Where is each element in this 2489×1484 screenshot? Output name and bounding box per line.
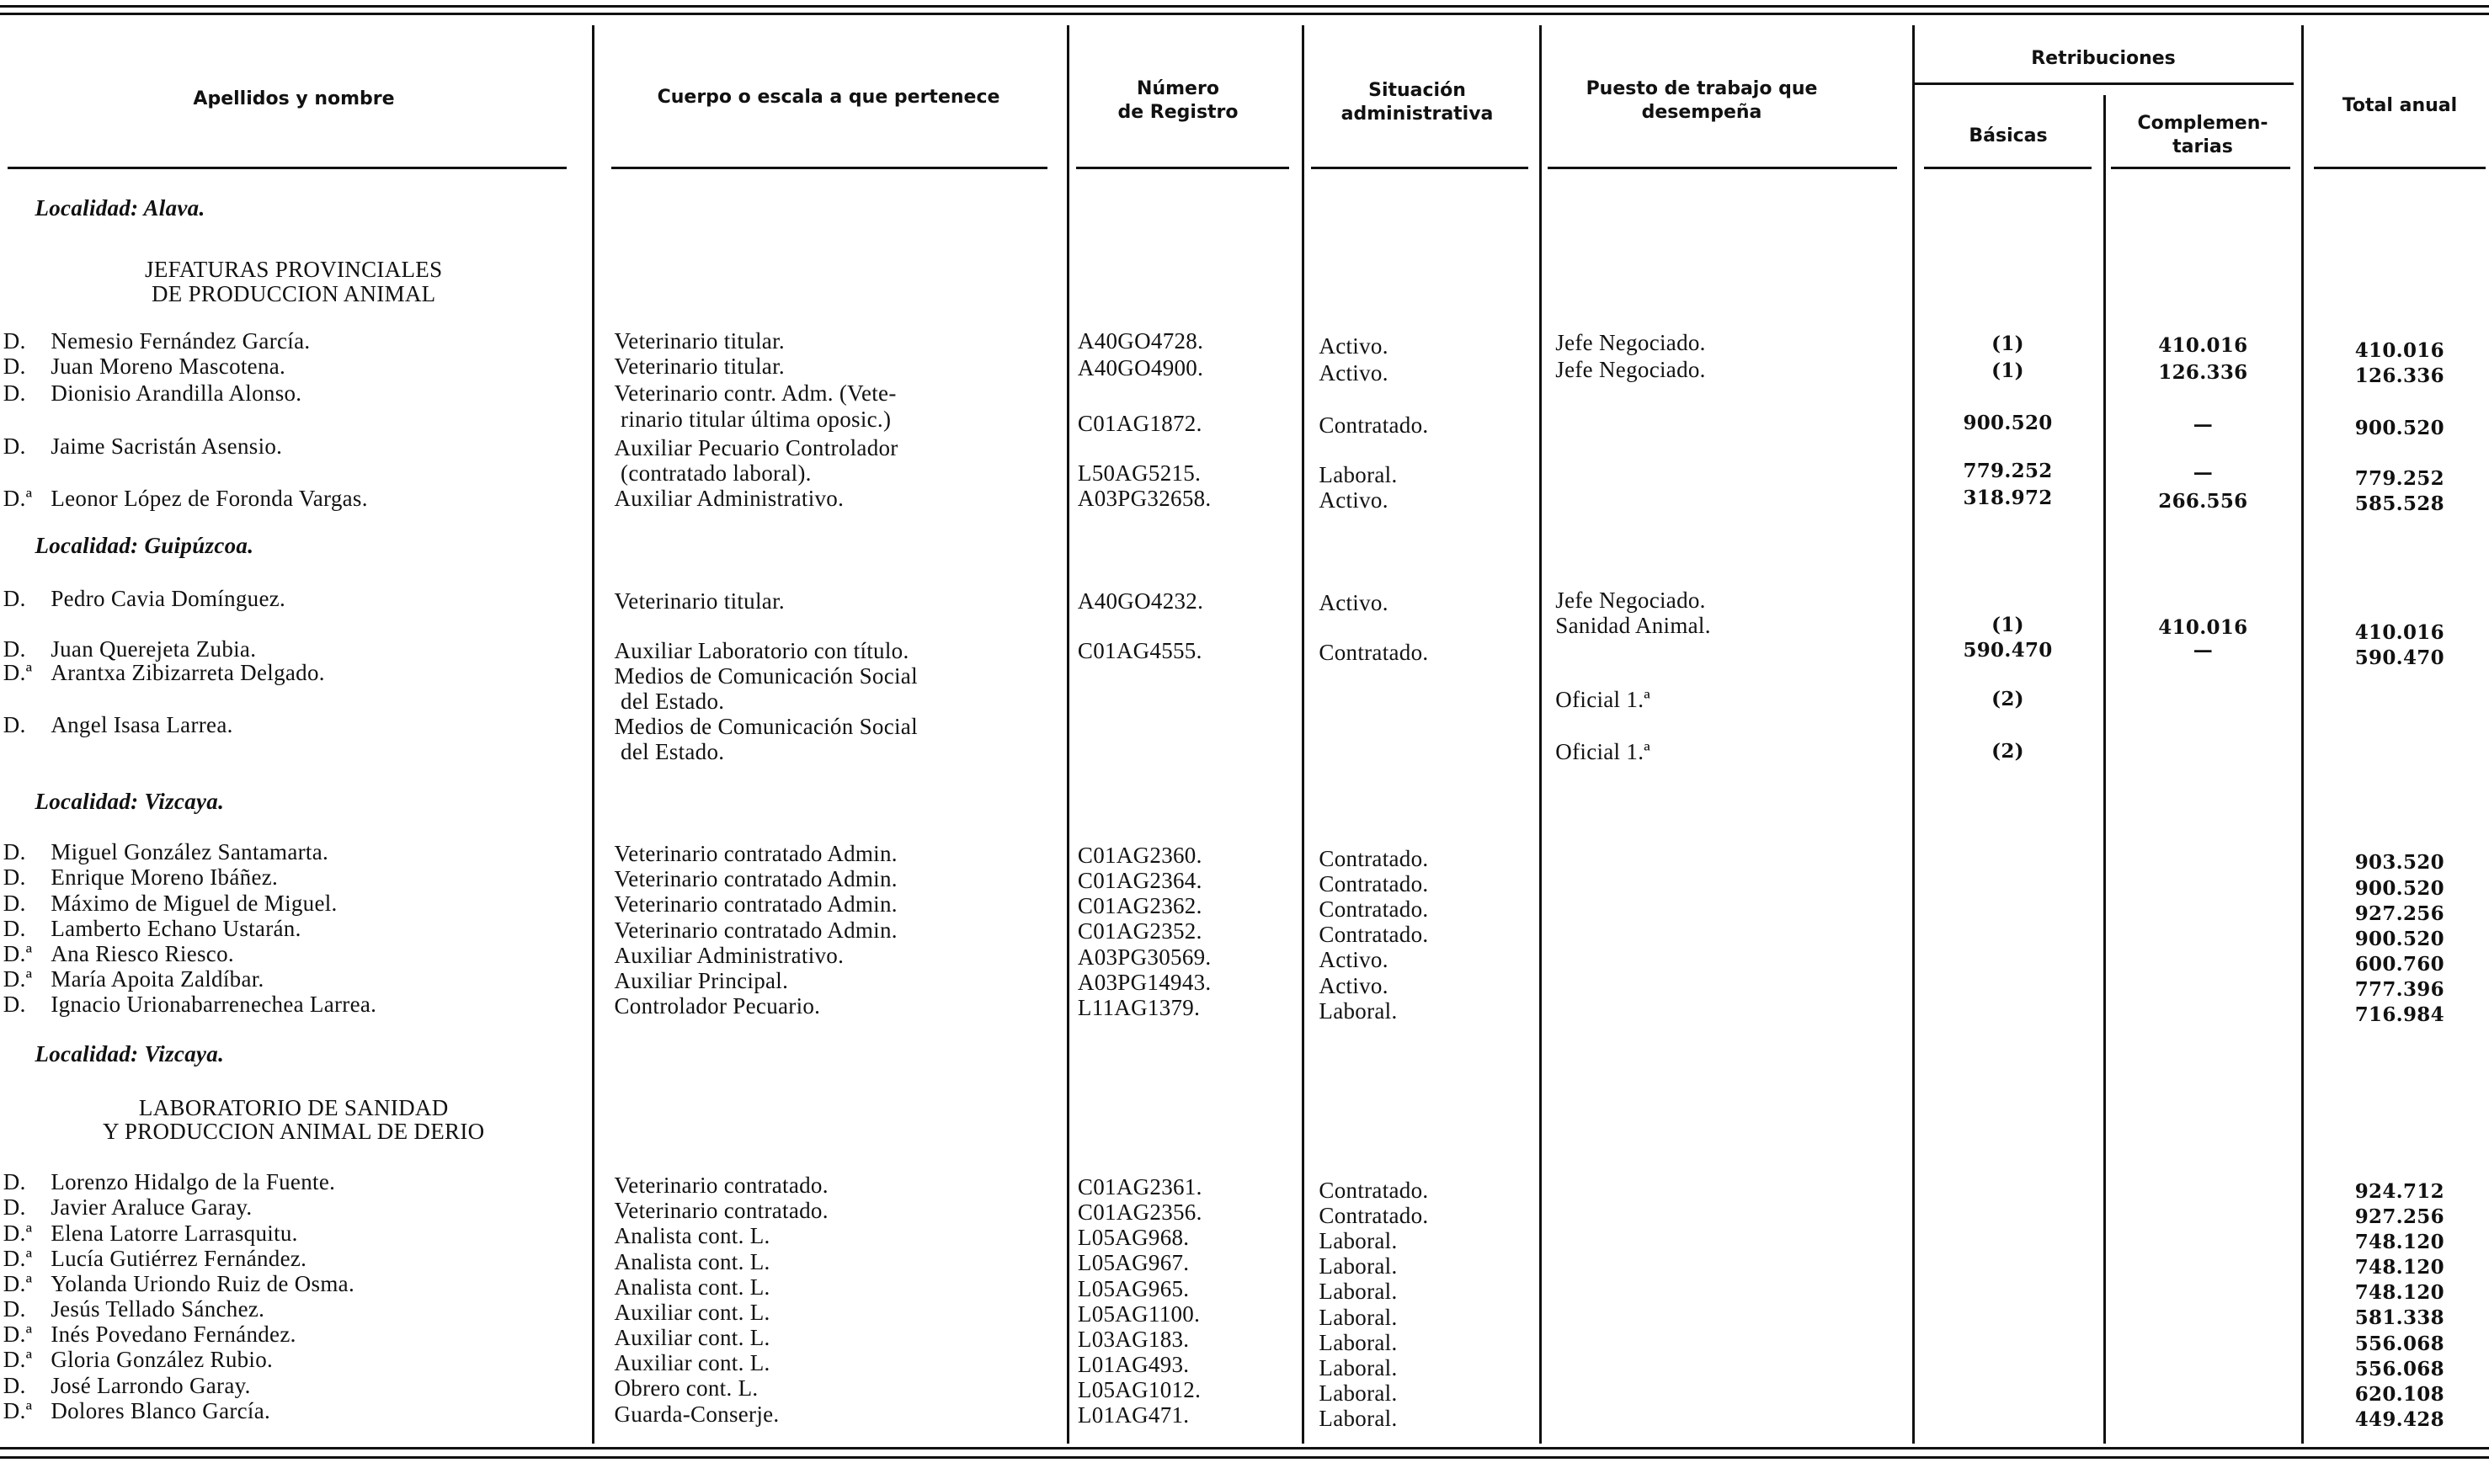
- cuerpo-escala: Veterinario contr. Adm. (Vete-: [614, 380, 897, 407]
- name-prefix: D.: [3, 380, 26, 407]
- name-prefix: D.: [3, 839, 26, 865]
- top-rule: [0, 13, 2489, 15]
- situacion-administrativa: Activo.: [1319, 947, 1388, 973]
- cuerpo-escala: Veterinario titular.: [614, 354, 785, 380]
- header-complementarias-2: tarias: [2172, 136, 2233, 157]
- employee-name: Jesús Tellado Sánchez.: [51, 1296, 265, 1322]
- name-prefix: D.: [3, 890, 26, 916]
- total-anual: 927.256: [2354, 1205, 2444, 1228]
- situacion-administrativa: Laboral.: [1319, 461, 1398, 487]
- numero-registro: A03PG30569.: [1077, 944, 1212, 970]
- header-underline: [1311, 167, 1528, 169]
- name-prefix: D.: [3, 328, 26, 354]
- numero-registro: L05AG967.: [1077, 1250, 1190, 1276]
- cuerpo-escala: Auxiliar Administrativo.: [614, 942, 845, 968]
- numero-registro: A03PG14943.: [1077, 969, 1212, 995]
- numero-registro: L01AG493.: [1077, 1352, 1190, 1378]
- puesto-trabajo: Sanidad Animal.: [1555, 612, 1711, 638]
- header-name: Apellidos y nombre: [193, 88, 395, 109]
- employee-name: Yolanda Uriondo Ruiz de Osma.: [51, 1270, 354, 1296]
- situacion-administrativa: Activo.: [1319, 972, 1388, 998]
- name-prefix: D.ª: [3, 485, 33, 511]
- employee-name: Lamberto Echano Ustarán.: [51, 915, 301, 941]
- employee-name: Arantxa Zibizarreta Delgado.: [51, 660, 325, 686]
- numero-registro: C01AG4555.: [1077, 637, 1202, 663]
- header-underline: [2111, 167, 2290, 169]
- puesto-trabajo: Oficial 1.ª: [1555, 687, 1651, 713]
- name-prefix: D.: [3, 1296, 26, 1322]
- name-prefix: D.: [3, 1372, 26, 1398]
- header-situacion-1: Situación: [1368, 80, 1466, 101]
- retribuciones-underline: [1912, 82, 2293, 85]
- employee-name: Lucía Gutiérrez Fernández.: [51, 1245, 307, 1271]
- cuerpo-escala: Veterinario contratado Admin.: [614, 891, 898, 918]
- situacion-administrativa: Activo.: [1319, 359, 1388, 386]
- numero-registro: A03PG32658.: [1077, 485, 1212, 511]
- numero-registro: L01AG471.: [1077, 1402, 1190, 1428]
- total-anual: 585.528: [2354, 492, 2444, 516]
- situacion-administrativa: Laboral.: [1319, 1253, 1398, 1279]
- cuerpo-escala: del Estado.: [621, 689, 725, 715]
- cuerpo-escala: Auxiliar Pecuario Controlador: [614, 434, 898, 460]
- numero-registro: C01AG1872.: [1077, 411, 1202, 437]
- name-prefix: D.ª: [3, 966, 33, 992]
- situacion-administrativa: Laboral.: [1319, 1304, 1398, 1330]
- cuerpo-escala: (contratado laboral).: [621, 460, 812, 486]
- organization-heading: Y PRODUCCION ANIMAL DE DERIO: [103, 1119, 485, 1144]
- numero-registro: C01AG2362.: [1077, 893, 1202, 919]
- total-anual: 556.068: [2354, 1357, 2444, 1380]
- employee-name: Juan Querejeta Zubia.: [51, 636, 257, 662]
- total-anual: 556.068: [2354, 1332, 2444, 1355]
- situacion-administrativa: Contratado.: [1319, 639, 1429, 665]
- retribucion-complementaria: 410.016: [2158, 333, 2248, 357]
- column-divider: [592, 25, 594, 1444]
- numero-registro: A40GO4232.: [1077, 588, 1204, 614]
- name-prefix: D.: [3, 915, 26, 941]
- employee-name: Nemesio Fernández García.: [51, 328, 311, 354]
- total-anual: 927.256: [2354, 902, 2444, 925]
- name-prefix: D.: [3, 864, 26, 891]
- name-prefix: D.ª: [3, 1322, 33, 1348]
- locality-heading: Localidad: Alava.: [35, 194, 205, 221]
- employee-name: José Larrondo Garay.: [51, 1372, 251, 1398]
- total-anual: 777.396: [2354, 978, 2444, 1002]
- cuerpo-escala: rinario titular última oposic.): [621, 406, 892, 432]
- name-prefix: D.ª: [3, 1220, 33, 1246]
- total-anual: 620.108: [2354, 1382, 2444, 1406]
- retribucion-complementaria: —: [2193, 413, 2214, 437]
- employee-name: Dionisio Arandilla Alonso.: [51, 380, 302, 407]
- cuerpo-escala: Obrero cont. L.: [614, 1375, 759, 1402]
- cuerpo-escala: Auxiliar cont. L.: [614, 1325, 770, 1351]
- header-situacion-2: administrativa: [1340, 104, 1494, 125]
- locality-heading: Localidad: Vizcaya.: [35, 788, 225, 814]
- retribucion-basica: (2): [1991, 688, 2024, 711]
- employee-name: Dolores Blanco García.: [51, 1397, 271, 1423]
- header-complementarias-1: Complemen-: [2137, 113, 2268, 134]
- cuerpo-escala: Auxiliar cont. L.: [614, 1350, 770, 1376]
- organization-heading: JEFATURAS PROVINCIALES: [145, 257, 443, 283]
- name-prefix: D.ª: [3, 1347, 33, 1373]
- cuerpo-escala: Veterinario titular.: [614, 328, 785, 354]
- numero-registro: A40GO4900.: [1077, 355, 1204, 381]
- name-prefix: D.: [3, 712, 26, 738]
- numero-registro: L50AG5215.: [1077, 460, 1202, 486]
- situacion-administrativa: Laboral.: [1319, 1380, 1398, 1407]
- situacion-administrativa: Contratado.: [1319, 845, 1429, 871]
- retribucion-complementaria: —: [2193, 638, 2214, 662]
- total-anual: 748.120: [2354, 1256, 2444, 1279]
- situacion-administrativa: Contratado.: [1319, 1202, 1429, 1228]
- name-prefix: D.: [3, 636, 26, 662]
- puesto-trabajo: Jefe Negociado.: [1555, 357, 1706, 383]
- locality-heading: Localidad: Vizcaya.: [35, 1040, 225, 1066]
- total-anual: 410.016: [2354, 621, 2444, 645]
- cuerpo-escala: Veterinario contratado Admin.: [614, 866, 898, 892]
- retribucion-complementaria: 410.016: [2158, 616, 2248, 640]
- retribucion-basica: (1): [1991, 613, 2024, 636]
- cuerpo-escala: Veterinario titular.: [614, 588, 785, 614]
- situacion-administrativa: Laboral.: [1319, 997, 1398, 1024]
- total-anual: 410.016: [2354, 338, 2444, 362]
- cuerpo-escala: Analista cont. L.: [614, 1248, 770, 1274]
- header-underline: [1076, 167, 1289, 169]
- total-anual: 903.520: [2354, 851, 2444, 875]
- cuerpo-escala: Analista cont. L.: [614, 1223, 770, 1249]
- employee-name: Elena Latorre Larrasquitu.: [51, 1220, 298, 1246]
- name-prefix: D.: [3, 1194, 26, 1221]
- situacion-administrativa: Laboral.: [1319, 1279, 1398, 1305]
- retribucion-basica: (1): [1991, 359, 2024, 383]
- header-registro-2: de Registro: [1117, 102, 1239, 123]
- bottom-rule: [0, 1456, 2489, 1459]
- total-anual: 900.520: [2354, 416, 2444, 439]
- situacion-administrativa: Activo.: [1319, 487, 1388, 513]
- total-anual: 449.428: [2354, 1408, 2444, 1432]
- puesto-trabajo: Oficial 1.ª: [1555, 739, 1651, 765]
- employee-name: Lorenzo Hidalgo de la Fuente.: [51, 1169, 336, 1195]
- retribucion-basica: (2): [1991, 740, 2024, 763]
- situacion-administrativa: Contratado.: [1319, 870, 1429, 896]
- cuerpo-escala: del Estado.: [621, 739, 725, 765]
- numero-registro: C01AG2360.: [1077, 843, 1202, 868]
- situacion-administrativa: Laboral.: [1319, 1354, 1398, 1380]
- cuerpo-escala: Veterinario contratado.: [614, 1173, 829, 1199]
- puesto-trabajo: Jefe Negociado.: [1555, 330, 1706, 356]
- total-anual: 924.712: [2354, 1179, 2444, 1203]
- cuerpo-escala: Medios de Comunicación Social: [614, 714, 918, 740]
- employee-name: Máximo de Miguel de Miguel.: [51, 890, 338, 916]
- employee-name: Inés Povedano Fernández.: [51, 1322, 296, 1348]
- cuerpo-escala: Auxiliar cont. L.: [614, 1299, 770, 1325]
- cuerpo-escala: Controlador Pecuario.: [614, 993, 821, 1019]
- situacion-administrativa: Laboral.: [1319, 1228, 1398, 1254]
- total-anual: 716.984: [2354, 1003, 2444, 1027]
- situacion-administrativa: Contratado.: [1319, 1177, 1429, 1203]
- situacion-administrativa: Laboral.: [1319, 1406, 1398, 1432]
- column-divider: [1302, 25, 1304, 1444]
- header-puesto-1: Puesto de trabajo que: [1586, 78, 1818, 99]
- retribucion-basica: (1): [1991, 332, 2024, 356]
- top-rule: [0, 5, 2489, 8]
- locality-heading: Localidad: Guipúzcoa.: [35, 533, 254, 559]
- name-prefix: D.: [3, 992, 26, 1018]
- cuerpo-escala: Auxiliar Laboratorio con título.: [614, 637, 909, 663]
- cuerpo-escala: Veterinario contratado.: [614, 1198, 829, 1224]
- numero-registro: L11AG1379.: [1077, 994, 1201, 1020]
- employee-name: Enrique Moreno Ibáñez.: [51, 864, 279, 891]
- name-prefix: D.ª: [3, 1245, 33, 1271]
- employee-name: María Apoita Zaldíbar.: [51, 966, 264, 992]
- cuerpo-escala: Veterinario contratado Admin.: [614, 917, 898, 943]
- retribucion-basica: 318.972: [1963, 486, 2053, 509]
- retribucion-complementaria: 126.336: [2158, 360, 2248, 384]
- bottom-rule: [0, 1447, 2489, 1449]
- header-underline: [8, 167, 567, 169]
- situacion-administrativa: Contratado.: [1319, 896, 1429, 923]
- situacion-administrativa: Contratado.: [1319, 412, 1429, 439]
- column-divider: [1067, 25, 1069, 1444]
- name-prefix: D.: [3, 585, 26, 611]
- header-puesto-2: desempeña: [1641, 102, 1762, 123]
- name-prefix: D.ª: [3, 1270, 33, 1296]
- header-total: Total anual: [2342, 95, 2458, 116]
- column-divider: [2301, 25, 2304, 1444]
- total-anual: 126.336: [2354, 364, 2444, 387]
- header-underline: [2314, 167, 2486, 169]
- header-underline: [611, 167, 1047, 169]
- organization-heading: LABORATORIO DE SANIDAD: [138, 1094, 449, 1120]
- cuerpo-escala: Medios de Comunicación Social: [614, 663, 918, 689]
- total-anual: 900.520: [2354, 927, 2444, 950]
- header-registro-1: Número: [1137, 78, 1219, 99]
- header-cuerpo: Cuerpo o escala a que pertenece: [657, 87, 1000, 108]
- employee-name: Ana Riesco Riesco.: [51, 940, 234, 966]
- name-prefix: D.ª: [3, 1397, 33, 1423]
- numero-registro: L05AG965.: [1077, 1275, 1190, 1301]
- name-prefix: D.: [3, 1169, 26, 1195]
- employee-name: Pedro Cavia Domínguez.: [51, 585, 286, 611]
- employee-name: Gloria González Rubio.: [51, 1347, 274, 1373]
- cuerpo-escala: Guarda-Conserje.: [614, 1401, 780, 1427]
- header-basicas: Básicas: [1969, 125, 2048, 146]
- numero-registro: L05AG968.: [1077, 1225, 1190, 1251]
- numero-registro: L03AG183.: [1077, 1326, 1190, 1352]
- header-underline: [1548, 167, 1897, 169]
- name-prefix: D.: [3, 354, 26, 380]
- employee-name: Angel Isasa Larrea.: [51, 712, 233, 738]
- employee-name: Ignacio Urionabarrenechea Larrea.: [51, 992, 377, 1018]
- retribucion-basica: 900.520: [1963, 412, 2053, 435]
- total-anual: 590.470: [2354, 646, 2444, 670]
- numero-registro: C01AG2361.: [1077, 1173, 1202, 1199]
- cuerpo-escala: Analista cont. L.: [614, 1274, 770, 1300]
- retribucion-basica: 590.470: [1963, 638, 2053, 662]
- numero-registro: C01AG2352.: [1077, 918, 1202, 944]
- total-anual: 748.120: [2354, 1281, 2444, 1305]
- cuerpo-escala: Auxiliar Principal.: [614, 967, 789, 993]
- employee-name: Jaime Sacristán Asensio.: [51, 433, 283, 459]
- numero-registro: L05AG1100.: [1077, 1300, 1201, 1327]
- situacion-administrativa: Laboral.: [1319, 1329, 1398, 1355]
- situacion-administrativa: Activo.: [1319, 332, 1388, 359]
- employee-name: Juan Moreno Mascotena.: [51, 354, 286, 380]
- retribucion-basica: 779.252: [1963, 459, 2053, 482]
- retribucion-complementaria: 266.556: [2158, 489, 2248, 513]
- header-underline: [1924, 167, 2092, 169]
- total-anual: 581.338: [2354, 1306, 2444, 1330]
- situacion-administrativa: Contratado.: [1319, 922, 1429, 948]
- total-anual: 748.120: [2354, 1230, 2444, 1253]
- numero-registro: L05AG1012.: [1077, 1377, 1202, 1403]
- retribucion-complementaria: —: [2193, 460, 2214, 484]
- situacion-administrativa: Activo.: [1319, 590, 1388, 616]
- numero-registro: C01AG2364.: [1077, 868, 1202, 894]
- numero-registro: A40GO4728.: [1077, 328, 1204, 354]
- name-prefix: D.: [3, 433, 26, 459]
- column-divider: [1912, 25, 1915, 1444]
- name-prefix: D.ª: [3, 940, 33, 966]
- header-retribuciones: Retribuciones: [2031, 48, 2176, 69]
- name-prefix: D.ª: [3, 660, 33, 686]
- puesto-trabajo: Jefe Negociado.: [1555, 587, 1706, 613]
- total-anual: 600.760: [2354, 953, 2444, 976]
- cuerpo-escala: Auxiliar Administrativo.: [614, 485, 845, 511]
- employee-name: Miguel González Santamarta.: [51, 839, 329, 865]
- organization-heading: DE PRODUCCION ANIMAL: [151, 280, 436, 306]
- cuerpo-escala: Veterinario contratado Admin.: [614, 841, 898, 867]
- total-anual: 779.252: [2354, 467, 2444, 491]
- total-anual: 900.520: [2354, 876, 2444, 900]
- column-divider: [2103, 95, 2106, 1444]
- employee-name: Leonor López de Foronda Vargas.: [51, 485, 368, 511]
- column-divider: [1539, 25, 1542, 1444]
- numero-registro: C01AG2356.: [1077, 1199, 1202, 1226]
- employee-name: Javier Araluce Garay.: [51, 1194, 253, 1221]
